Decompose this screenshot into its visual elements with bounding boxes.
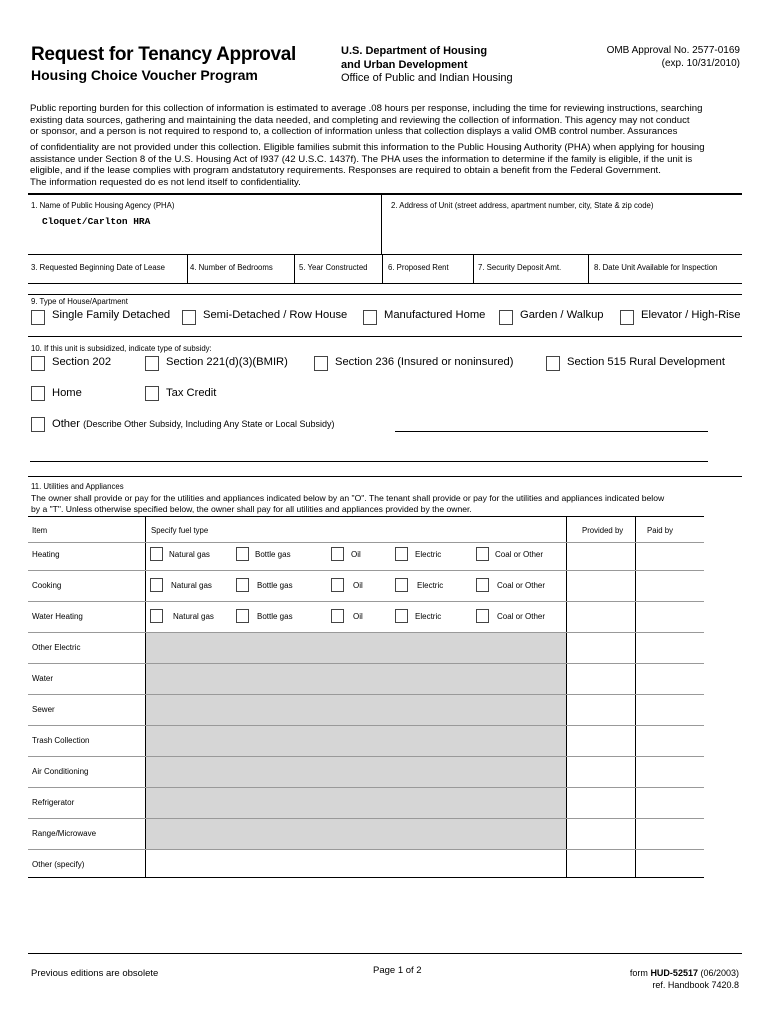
utilities-desc-line: by a "T". Unless otherwise specified below, the owner shall pay for all utilities and appliances provided by the owner. <box>31 504 472 514</box>
row-divider <box>28 725 704 726</box>
department-name-cont: and Urban Development <box>341 59 468 71</box>
heating-coal-other-checkbox[interactable] <box>476 547 489 561</box>
home-checkbox[interactable] <box>31 386 45 401</box>
confidentiality-line: The information requested do es not lend itself to confidentiality. <box>30 177 301 189</box>
item-water: Water <box>32 674 54 683</box>
row-divider <box>28 756 704 757</box>
section-202-option-label: Section 202 <box>52 356 112 368</box>
form-id: HUD-52517 <box>650 968 698 978</box>
row-divider <box>28 787 704 788</box>
cooking-coal-other-checkbox[interactable] <box>476 578 489 592</box>
fuel-label: Electric <box>415 550 442 559</box>
section-202-checkbox[interactable] <box>31 356 45 371</box>
water-heating-bottle-gas-checkbox[interactable] <box>236 609 249 623</box>
obsolete-notice: Previous editions are obsolete <box>31 968 159 979</box>
burden-statement <box>30 103 745 138</box>
single-family-option-label: Single Family Detached <box>52 309 171 321</box>
heating-natural-gas-checkbox[interactable] <box>150 547 163 561</box>
proposed-rent-label: 6. Proposed Rent <box>388 263 449 272</box>
fuel-label: Bottle gas <box>255 550 291 559</box>
unit-address-label: 2. Address of Unit (street address, apartment number, city, State & zip code) <box>391 201 654 210</box>
lease-begin-date-field[interactable] <box>28 274 186 283</box>
confidentiality-line: of confidentiality are not provided under this collection. Eligible families submit this information to the Public Housing Authority (PHA) when applying for housing <box>30 142 705 153</box>
divider <box>187 255 188 283</box>
confidentiality-line: assistance under Section 8 of the U.S. Housing Act of I937 (42 U.S.C. 1437f). The PHA uses the information to determine if the family is eligible, if the unit is <box>30 153 693 165</box>
heating-electric-checkbox[interactable] <box>395 547 408 561</box>
single-family-checkbox[interactable] <box>31 310 45 325</box>
item-other-specify: Other (specify) <box>32 860 85 869</box>
water-heating-coal-other-checkbox[interactable] <box>476 609 489 623</box>
bedrooms-field[interactable] <box>189 274 293 283</box>
tax-credit-option-label: Tax Credit <box>166 387 217 399</box>
col-header-fuel: Specify fuel type <box>151 526 209 535</box>
divider <box>28 193 742 195</box>
fuel-label: Electric <box>415 612 442 621</box>
fuel-label: Coal or Other <box>497 581 546 590</box>
item-range-microwave: Range/Microwave <box>32 829 97 838</box>
home-option-label: Home <box>52 387 82 399</box>
form-subtitle: Housing Choice Voucher Program <box>31 67 258 83</box>
utilities-description <box>31 493 664 515</box>
inspection-date-label: 8. Date Unit Available for Inspection <box>594 263 718 272</box>
fuel-label: Natural gas <box>173 612 214 621</box>
water-heating-electric-checkbox[interactable] <box>395 609 408 623</box>
water-heating-natural-gas-checkbox[interactable] <box>150 609 163 623</box>
fuel-label: Natural gas <box>169 550 210 559</box>
section-236-checkbox[interactable] <box>314 356 328 371</box>
utilities-desc-line: The owner shall provide or pay for the utilities and appliances indicated below by an "O". The tenant shall provide or pay for the utilities and appliances indicated below <box>31 493 665 503</box>
burden-line: existing data sources, gathering and maintaining the data needed, and completing and reviewing the collection of information. This agency may not conduct <box>30 114 690 126</box>
heating-bottle-gas-checkbox[interactable] <box>236 547 249 561</box>
row-divider <box>28 601 704 602</box>
year-constructed-label: 5. Year Constructed <box>299 263 368 272</box>
fuel-label: Coal or Other <box>497 612 546 621</box>
other-subsidy-field-2[interactable] <box>30 449 708 461</box>
year-constructed-field[interactable] <box>296 274 381 283</box>
confidentiality-line: eligible, and if the lease complies with program andstatutory requirements. Responses are required to obtain a benefit from the Federal Government. <box>30 165 661 177</box>
table-bottom-border <box>28 877 704 878</box>
divider <box>28 542 704 543</box>
manufactured-home-option-label: Manufactured Home <box>384 309 486 321</box>
lease-begin-date-label: 3. Requested Beginning Date of Lease <box>31 263 165 272</box>
row-divider <box>28 632 704 633</box>
item-water-heating: Water Heating <box>32 612 83 621</box>
form-date: (06/2003) <box>697 968 739 978</box>
bedrooms-label: 4. Number of Bedrooms <box>190 263 273 272</box>
item-sewer: Sewer <box>32 705 55 714</box>
garden-walkup-option-label: Garden / Walkup <box>520 309 604 321</box>
divider <box>28 336 742 337</box>
form-title: Request for Tenancy Approval <box>31 44 297 65</box>
fuel-label: Oil <box>353 581 363 590</box>
fuel-label: Oil <box>353 612 363 621</box>
section-221-option-label: Section 221(d)(3)(BMIR) <box>166 356 288 368</box>
other-subsidy-note: (Describe Other Subsidy, Including Any State or Local Subsidy) <box>83 419 335 429</box>
cooking-bottle-gas-checkbox[interactable] <box>236 578 249 592</box>
section-236-option-label: Section 236 (Insured or noninsured) <box>335 356 514 368</box>
fuel-label: Oil <box>351 550 361 559</box>
item-cooking: Cooking <box>32 581 62 590</box>
other-subsidy-option <box>52 418 335 430</box>
divider <box>28 476 742 477</box>
divider <box>294 255 295 283</box>
shaded-area <box>146 632 566 849</box>
unit-address-field[interactable] <box>386 212 738 252</box>
col-header-item: Item <box>32 526 48 535</box>
water-heating-oil-checkbox[interactable] <box>331 609 344 623</box>
pha-name-label: 1. Name of Public Housing Agency (PHA) <box>31 201 175 210</box>
section-515-checkbox[interactable] <box>546 356 560 371</box>
divider <box>588 255 589 283</box>
burden-line: or sponsor, and a person is not required to respond to, a collection of information unless that collection displays a valid OMB control number. Assurances <box>30 126 678 138</box>
heating-oil-checkbox[interactable] <box>331 547 344 561</box>
burden-line: Public reporting burden for this collection of information is estimated to average .08 hours per response, including the time for reviewing instructions, searching <box>30 103 703 114</box>
garden-walkup-checkbox[interactable] <box>499 310 513 325</box>
row-divider <box>28 849 704 850</box>
house-type-label: 9. Type of House/Apartment <box>31 297 128 306</box>
subsidy-type-label: 10. If this unit is subsidized, indicate type of subsidy: <box>31 344 212 353</box>
manufactured-home-checkbox[interactable] <box>363 310 377 325</box>
col-header-provided-by: Provided by <box>582 526 624 535</box>
section-221-checkbox[interactable] <box>145 356 159 371</box>
fuel-label: Bottle gas <box>257 581 293 590</box>
inspection-date-field[interactable] <box>590 274 741 283</box>
form-prefix: form <box>629 968 651 978</box>
cooking-natural-gas-checkbox[interactable] <box>150 578 163 592</box>
divider <box>28 294 742 295</box>
item-trash-collection: Trash Collection <box>32 736 90 745</box>
omb-expiration: (exp. 10/31/2010) <box>661 58 740 69</box>
col-header-paid-by: Paid by <box>647 526 674 535</box>
table-top-border <box>28 516 704 517</box>
other-subsidy-line <box>395 431 708 432</box>
item-refrigerator: Refrigerator <box>32 798 75 807</box>
security-deposit-label: 7. Security Deposit Amt. <box>478 263 562 272</box>
row-divider <box>28 570 704 571</box>
semi-detached-option-label: Semi-Detached / Row House <box>203 309 348 321</box>
department-name: U.S. Department of Housing <box>341 45 488 57</box>
row-divider <box>28 818 704 819</box>
semi-detached-checkbox[interactable] <box>182 310 196 325</box>
other-subsidy-field[interactable] <box>395 419 708 431</box>
divider <box>28 254 742 255</box>
footer-divider <box>28 953 742 954</box>
fuel-label: Bottle gas <box>257 612 293 621</box>
page-number: Page 1 of 2 <box>373 965 422 976</box>
form-number <box>630 968 739 978</box>
other-subsidy-label: Other <box>52 418 80 430</box>
item-other-electric: Other Electric <box>32 643 81 652</box>
row-divider <box>28 663 704 664</box>
item-air-conditioning: Air Conditioning <box>32 767 89 776</box>
tax-credit-checkbox[interactable] <box>145 386 159 401</box>
divider <box>473 255 474 283</box>
fuel-label: Electric <box>417 581 444 590</box>
section-515-option-label: Section 515 Rural Development <box>567 356 725 368</box>
item-heating: Heating <box>32 550 60 559</box>
divider <box>381 194 382 254</box>
confidentiality-statement <box>30 142 745 189</box>
divider <box>28 283 742 284</box>
office-name: Office of Public and Indian Housing <box>341 72 513 84</box>
divider <box>382 255 383 283</box>
cooking-electric-checkbox[interactable] <box>395 578 408 592</box>
handbook-reference: ref. Handbook 7420.8 <box>652 980 739 990</box>
row-divider <box>28 694 704 695</box>
elevator-highrise-checkbox[interactable] <box>620 310 634 325</box>
security-deposit-field[interactable] <box>475 274 587 283</box>
proposed-rent-field[interactable] <box>384 274 472 283</box>
pha-name-field[interactable]: Cloquet/Carlton HRA <box>42 216 151 227</box>
fuel-label: Coal or Other <box>495 550 544 559</box>
other-subsidy-checkbox[interactable] <box>31 417 45 432</box>
cooking-oil-checkbox[interactable] <box>331 578 344 592</box>
utilities-label: 11. Utilities and Appliances <box>31 482 124 491</box>
omb-approval-number: OMB Approval No. 2577-0169 <box>606 45 740 56</box>
other-subsidy-line-2 <box>30 461 708 462</box>
elevator-highrise-option-label: Elevator / High-Rise <box>641 309 741 321</box>
fuel-label: Natural gas <box>171 581 212 590</box>
